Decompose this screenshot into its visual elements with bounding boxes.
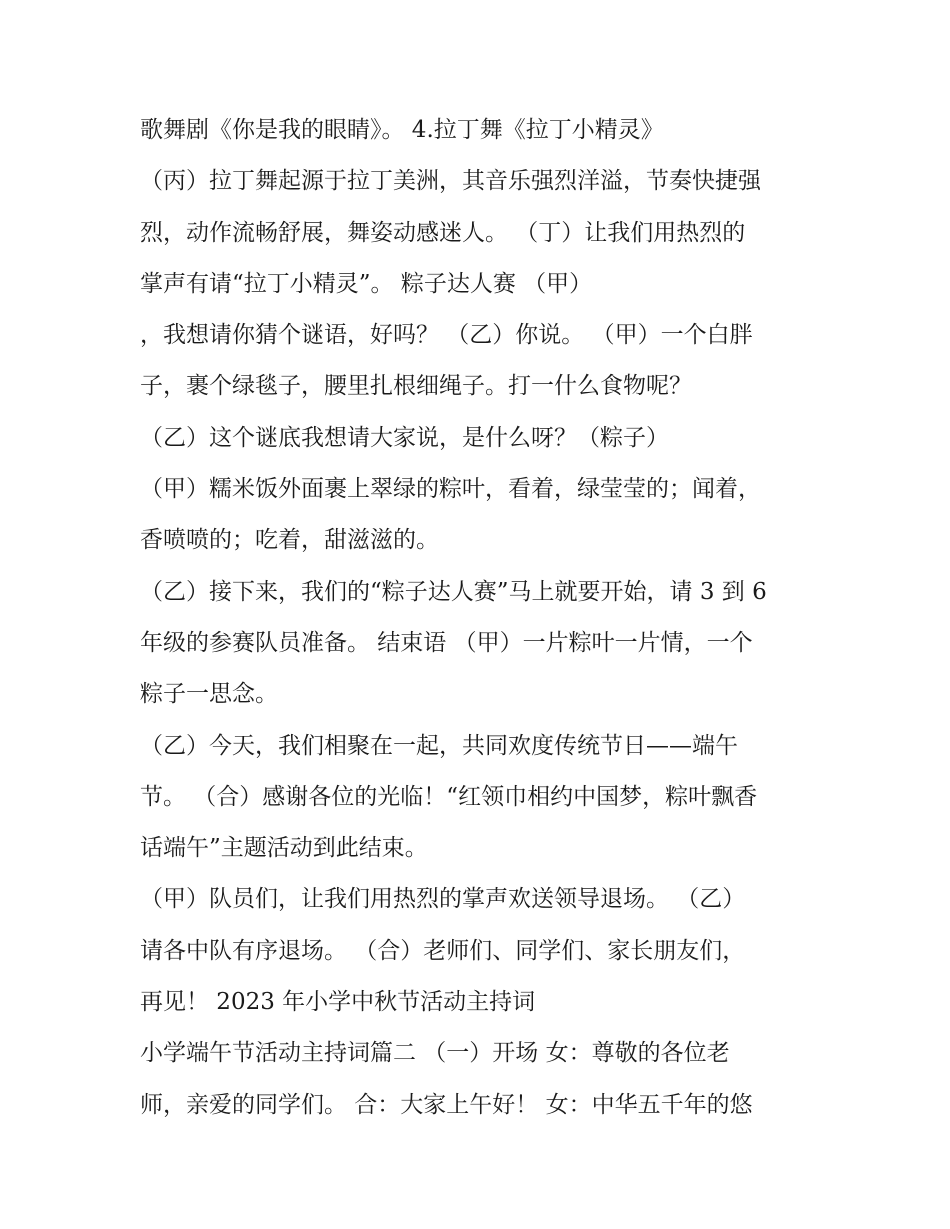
- text-line: 节。 （合）感谢各位的光临！“红领巾相约中国梦，粽叶飘香: [140, 783, 758, 810]
- text-line: 师，亲爱的同学们。 合：大家上午好！ 女：中华五千年的悠: [140, 1091, 753, 1118]
- text-line: 年级的参赛队员准备。 结束语 （甲）一片粽叶一片情，一个: [140, 629, 753, 656]
- document-body: [140, 109, 820, 1135]
- text-line: 歌舞剧《你是我的眼睛》。 4.拉丁舞《拉丁小精灵》: [140, 117, 664, 143]
- text-line: 话端午”主题活动到此结束。: [140, 835, 428, 862]
- text-line: 小学端午节活动主持词篇二 （一）开场 女：尊敬的各位老: [140, 1040, 730, 1067]
- text-line: （甲）糯米饭外面裹上翠绿的粽叶，看着，绿莹莹的；闻着，: [140, 476, 761, 503]
- text-line: 香喷喷的；吃着，甜滋滋的。: [140, 527, 439, 554]
- text-line: 粽子一思念。: [140, 681, 278, 708]
- text-line: （甲）队员们，让我们用热烈的掌声欢送领导退场。 （乙）: [140, 886, 746, 913]
- text-line: 掌声有请“拉丁小精灵”。 粽子达人赛 （甲）: [140, 270, 593, 297]
- text-line: （乙）接下来，我们的“粽子达人赛”马上就要开始，请 3 到 6: [140, 578, 767, 605]
- text-line: 再见！ 2023 年小学中秋节活动主持词: [140, 989, 536, 1016]
- text-line: 请各中队有序退场。 （合）老师们、同学们、家长朋友们，: [140, 937, 746, 964]
- text-line: 烈，动作流畅舒展，舞姿动感迷人。 （丁）让我们用热烈的: [140, 219, 746, 246]
- text-line: （丙）拉丁舞起源于拉丁美洲，其音乐强烈洋溢，节奏快捷强: [140, 168, 761, 195]
- text-line: （乙）这个谜底我想请大家说，是什么呀？（粽子）: [140, 424, 669, 451]
- text-line: 子，裹个绿毯子，腰里扎根细绳子。打一什么食物呢？: [140, 373, 692, 400]
- text-line: ，我想请你猜个谜语，好吗？ （乙）你说。 （甲）一个白胖: [140, 322, 753, 349]
- text-line: （乙）今天，我们相聚在一起，共同欢度传统节日——端午: [140, 732, 738, 759]
